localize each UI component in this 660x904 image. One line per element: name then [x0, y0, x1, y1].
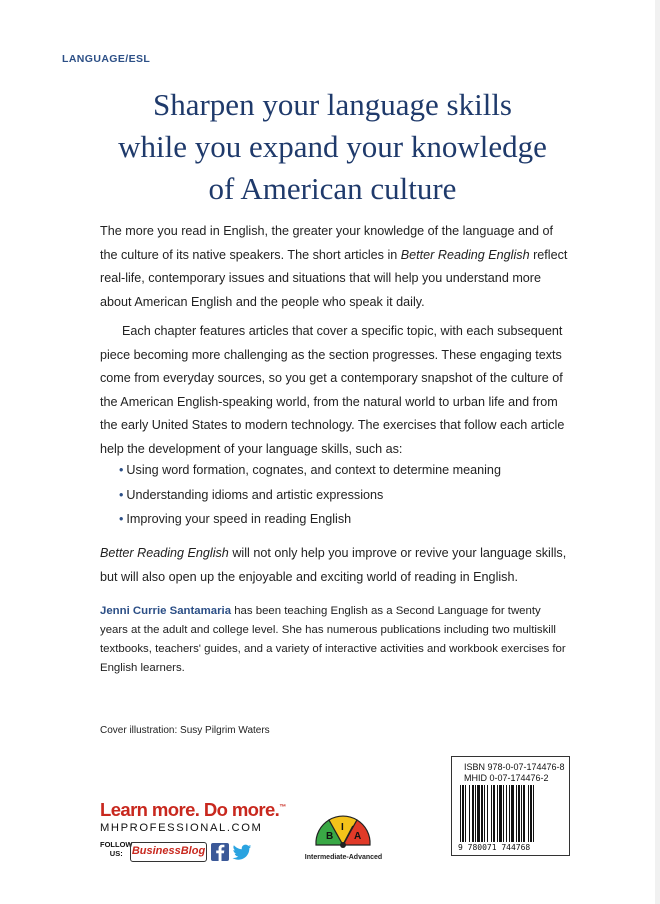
barcode-bar [521, 785, 522, 842]
headline-line-3: of American culture [208, 171, 457, 206]
barcode-digits: 9 780071 744768 [458, 843, 531, 852]
barcode-bar [533, 785, 534, 842]
text-line: Each chapter features articles that cover a specific topic, with each subsequent [122, 324, 563, 338]
barcode-bar [460, 785, 461, 842]
barcode-bar [516, 785, 517, 842]
text-line [100, 542, 570, 566]
barcode-bar [509, 785, 510, 842]
badge-letter-b: B [326, 831, 334, 842]
barcode-bar [477, 785, 480, 842]
barcode-panel [451, 756, 570, 856]
skills-list [119, 458, 501, 532]
badge-letter-a: A [354, 831, 362, 842]
text-line: real-life, contemporary issues and situations that will help you understand more [100, 271, 542, 286]
barcode-bar [518, 785, 520, 842]
level-badge [308, 793, 378, 863]
mhid-number: MHID 0-07-174476-2 [464, 772, 549, 783]
barcode-bar [465, 785, 466, 842]
list-item [119, 507, 501, 532]
facebook-icon[interactable] [211, 843, 229, 861]
page-edge [655, 0, 660, 904]
closing-paragraph [100, 542, 570, 589]
text-line: come from everyday sources, so you get a contemporary snapshot of the culture of [100, 371, 563, 386]
headline [60, 84, 605, 210]
follow-text: FOLLOW [100, 840, 133, 849]
trademark: ™ [279, 803, 286, 811]
list-item [119, 483, 501, 508]
barcode-bar [472, 785, 474, 842]
twitter-icon[interactable] [231, 841, 253, 863]
isbn-number: ISBN 978-0-07-174476-8 [464, 762, 565, 772]
author-bio [100, 602, 600, 678]
bullet-icon: • [119, 512, 124, 526]
barcode-bar [499, 785, 502, 842]
barcode-bar [475, 785, 476, 842]
list-item [119, 458, 501, 483]
text-span: will not only help you improve or revive your language skills, [228, 546, 567, 560]
book-title: Better Reading English [400, 247, 530, 262]
barcode-bar [469, 785, 470, 842]
text-line: The more you read in English, the greater your knowledge of the language and of [100, 224, 553, 238]
list-item-text: Understanding idioms and artistic expressions [126, 487, 384, 502]
barcode-bars [460, 785, 564, 842]
headline-line-2: while you expand your knowledge [118, 129, 547, 164]
text-line: English learners. [100, 662, 185, 674]
text-line: about American English and the people who speak it daily. [100, 294, 425, 309]
barcode-bar [484, 785, 485, 842]
text-span: reflect [529, 247, 568, 262]
category-label: LANGUAGE/ESL [62, 53, 151, 65]
list-item-text: Improving your speed in reading English [126, 512, 352, 526]
publisher-slogan [100, 799, 286, 821]
text-line: help the development of your language skills, such as: [100, 441, 403, 456]
barcode-bar [523, 785, 525, 842]
follow-text: US: [109, 848, 123, 858]
barcode-bar [481, 785, 483, 842]
publisher-website[interactable]: MHPROFESSIONAL.COM [100, 822, 263, 834]
text-line: the early United States to modern technology. The exercises that follow each article [100, 418, 565, 433]
cover-credit: Cover illustration: Susy Pilgrim Waters [100, 725, 270, 736]
barcode-bar [491, 785, 492, 842]
barcode-bar [503, 785, 504, 842]
isbn-block [464, 762, 565, 783]
text-span: has been teaching English as a Second Language for twenty [231, 605, 541, 617]
barcode-bar [530, 785, 532, 842]
barcode-bar [497, 785, 498, 842]
barcode-bar [528, 785, 529, 842]
text-line: textbooks, teachers' guides, and a variety of interactive activities and workbook exercises for [100, 643, 566, 655]
bullet-icon: • [119, 487, 124, 502]
level-label: Intermediate-Advanced [304, 854, 383, 861]
text-line: piece becoming more challenging as the section progresses. These engaging texts [100, 347, 562, 362]
business-blog-logo[interactable]: BusinessBlog [130, 842, 207, 862]
text-line: years at the adult and college level. She has numerous publications including two multiskill [100, 624, 556, 636]
barcode-bar [511, 785, 514, 842]
chapters-paragraph [100, 320, 570, 462]
barcode-bar [462, 785, 464, 842]
text-line: the American English-speaking world, from the natural world to urban life and from [100, 394, 558, 409]
book-title: Better Reading English [100, 546, 229, 560]
list-item-text: Using word formation, cognates, and context to determine meaning [126, 463, 501, 477]
follow-us-label [100, 841, 133, 858]
text-line: but will also open up the enjoyable and exciting world of reading in English. [100, 569, 518, 584]
headline-line-1: Sharpen your language skills [152, 87, 512, 122]
text-span: the culture of its native speakers. The short articles in [100, 247, 401, 262]
slogan-text: Learn more. Do more. [100, 799, 280, 820]
barcode-bar [493, 785, 495, 842]
barcode-bar [487, 785, 488, 842]
text-line [100, 244, 570, 268]
barcode-bar [506, 785, 507, 842]
intro-paragraph [100, 220, 570, 314]
badge-letter-i: I [341, 822, 344, 833]
text-line [100, 602, 600, 621]
bullet-icon: • [119, 463, 124, 477]
author-name: Jenni Currie Santamaria [100, 605, 232, 617]
